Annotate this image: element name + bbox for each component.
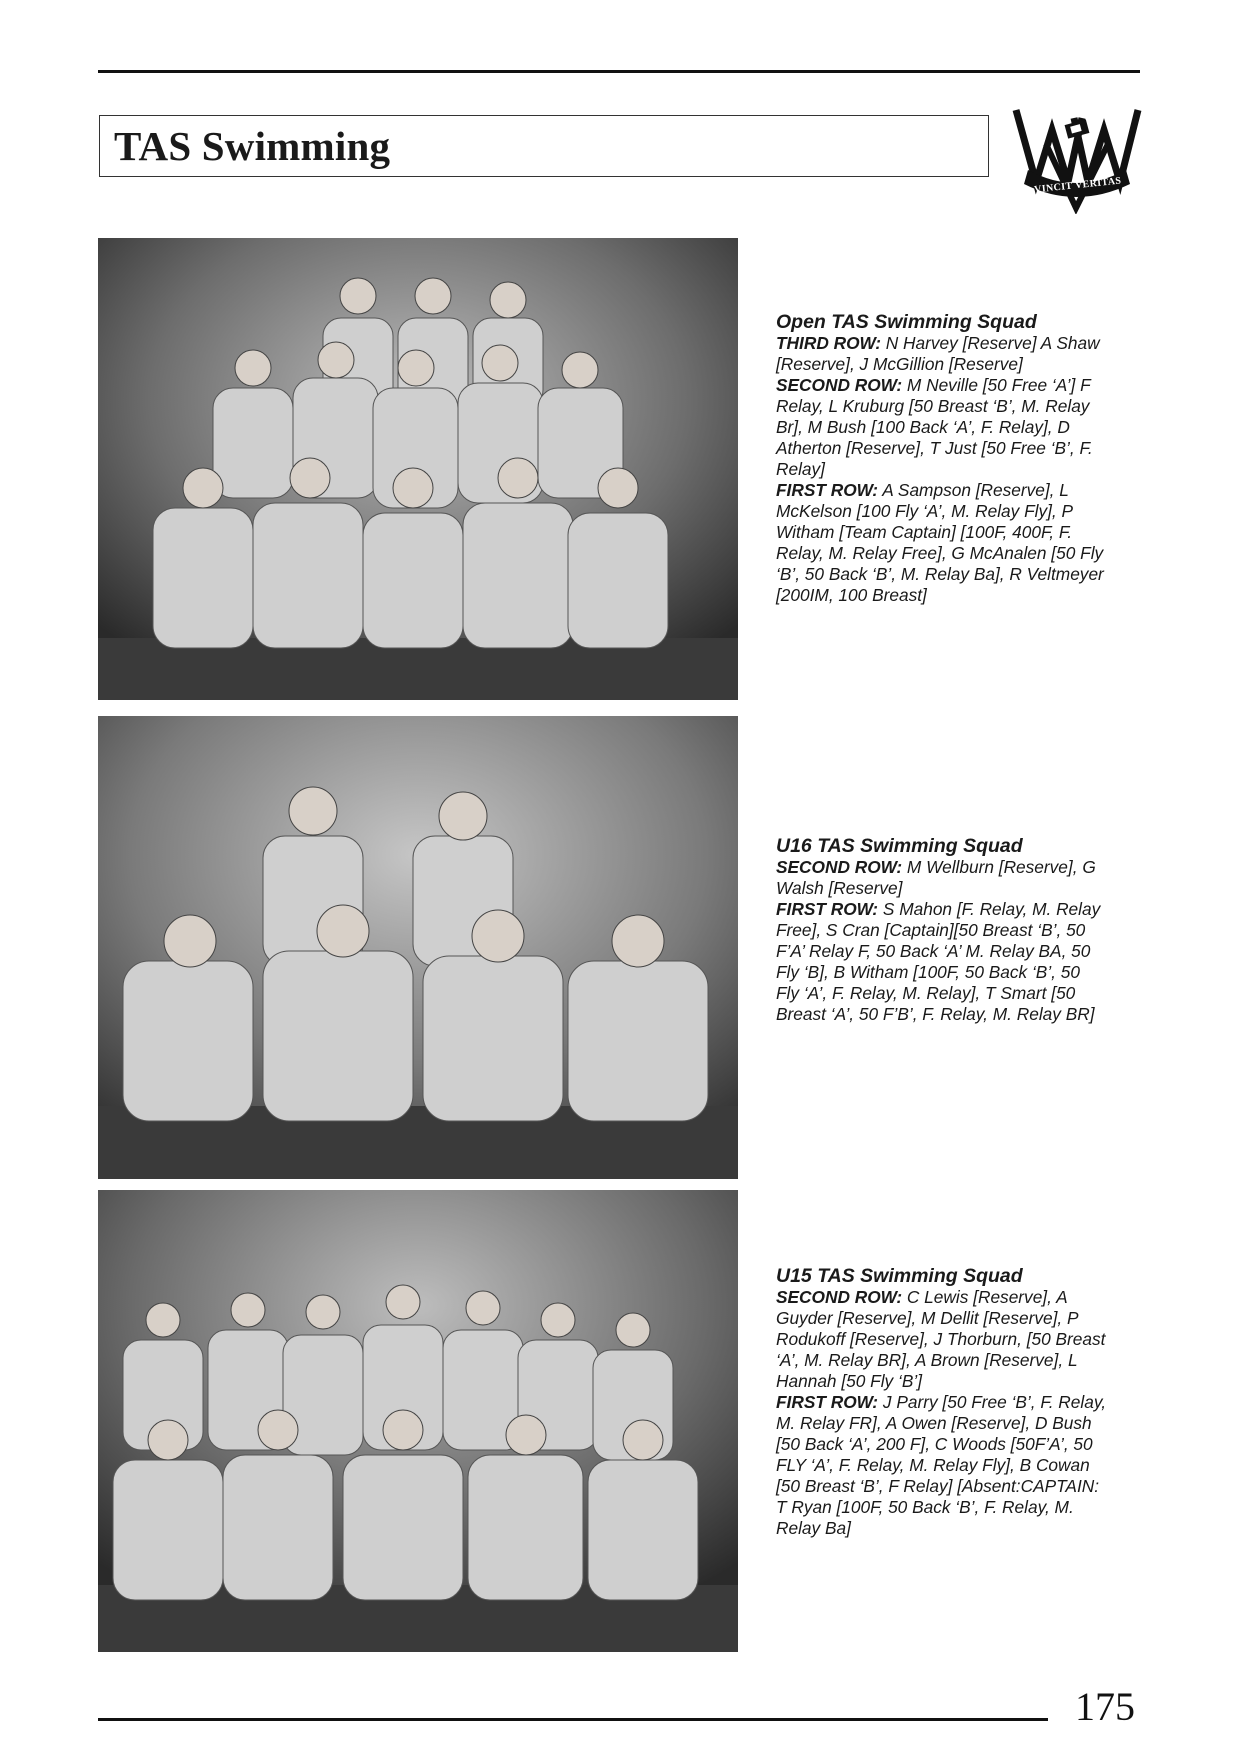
caption-row bbox=[776, 375, 1106, 480]
squad-title: U15 TAS Swimming Squad bbox=[776, 1265, 1023, 1287]
row-text: M Neville [50 Free ‘A’] F Relay, L Kruburg [50 Breast ‘B’, M. Relay Br], M Bush [100 Back ‘A’, F. Relay], D Atherton [Reserve], T Just [50 Free ‘B’, F. Relay] bbox=[776, 375, 1093, 479]
caption-row bbox=[776, 333, 1106, 375]
page-number: 175 bbox=[1075, 1684, 1135, 1729]
bottom-rule bbox=[98, 1718, 1048, 1721]
header-box bbox=[99, 115, 989, 177]
page-title: TAS Swimming bbox=[114, 123, 391, 169]
crest-motto: VINCIT VERITAS bbox=[1033, 175, 1122, 196]
row-label: SECOND ROW: bbox=[776, 1287, 903, 1307]
caption-row bbox=[776, 857, 1106, 899]
row-label: FIRST ROW: bbox=[776, 480, 879, 500]
top-rule bbox=[98, 70, 1140, 73]
u15-squad-photo bbox=[98, 1190, 738, 1652]
row-text: S Mahon [F. Relay, M. Relay Free], S Cran [Captain][50 Breast ‘B’, 50 F’A’ Relay F, 50 Back ‘A’ M. Relay BA, 50 Fly ‘B], B Witham [100F, 50 Back ‘B’, 50 Fly ‘A’, F. Relay, M. Relay], T Smart [50 Breast ‘A’, 50 F’B’, F. Relay, M. Relay BR] bbox=[776, 899, 1101, 1024]
open-squad-caption bbox=[776, 312, 1106, 606]
row-label: FIRST ROW: bbox=[776, 1392, 879, 1412]
u16-squad-caption bbox=[776, 836, 1106, 1025]
squad-title: Open TAS Swimming Squad bbox=[776, 311, 1037, 333]
row-text: C Lewis [Reserve], A Guyder [Reserve], M Dellit [Reserve], P Rodukoff [Reserve], J Thorburn, [50 Breast ‘A’, M. Relay BR], A Brown [Reserve], L Hannah [50 Fly ‘B’] bbox=[776, 1287, 1106, 1391]
crest-icon bbox=[1012, 104, 1142, 214]
caption-row bbox=[776, 1287, 1106, 1392]
row-label: SECOND ROW: bbox=[776, 375, 903, 395]
u16-squad-photo bbox=[98, 716, 738, 1179]
row-label: THIRD ROW: bbox=[776, 333, 881, 353]
row-label: FIRST ROW: bbox=[776, 899, 879, 919]
caption-row bbox=[776, 480, 1106, 606]
crest-logo bbox=[1012, 104, 1142, 214]
row-text: A Sampson [Reserve], L McKelson [100 Fly ‘A’, M. Relay Fly], P Witham [Team Captain] [100F, 400F, F. Relay, M. Relay Free], G McAnalen [50 Fly ‘B’, 50 Back ‘B’, M. Relay Ba], R Veltmeyer [200IM, 100 Breast] bbox=[776, 480, 1104, 605]
row-text: M Wellburn [Reserve], G Walsh [Reserve] bbox=[776, 857, 1096, 898]
caption-row bbox=[776, 1392, 1106, 1539]
u15-squad-caption bbox=[776, 1266, 1106, 1539]
caption-row bbox=[776, 899, 1106, 1025]
open-squad-photo bbox=[98, 238, 738, 700]
squad-title: U16 TAS Swimming Squad bbox=[776, 835, 1023, 857]
row-text: N Harvey [Reserve] A Shaw [Reserve], J McGillion [Reserve] bbox=[776, 333, 1100, 374]
row-text: J Parry [50 Free ‘B’, F. Relay, M. Relay FR], A Owen [Reserve], D Bush [50 Back ‘A’, 200 F], C Woods [50F’A’, 50 FLY ‘A’, F. Relay, M. Relay Fly], B Cowan [50 Breast ‘B’, F Relay] [Absent:CAPTAIN: T Ryan [100F, 50 Back ‘B’, F. Relay, M. Relay Ba] bbox=[776, 1392, 1107, 1538]
row-label: SECOND ROW: bbox=[776, 857, 903, 877]
